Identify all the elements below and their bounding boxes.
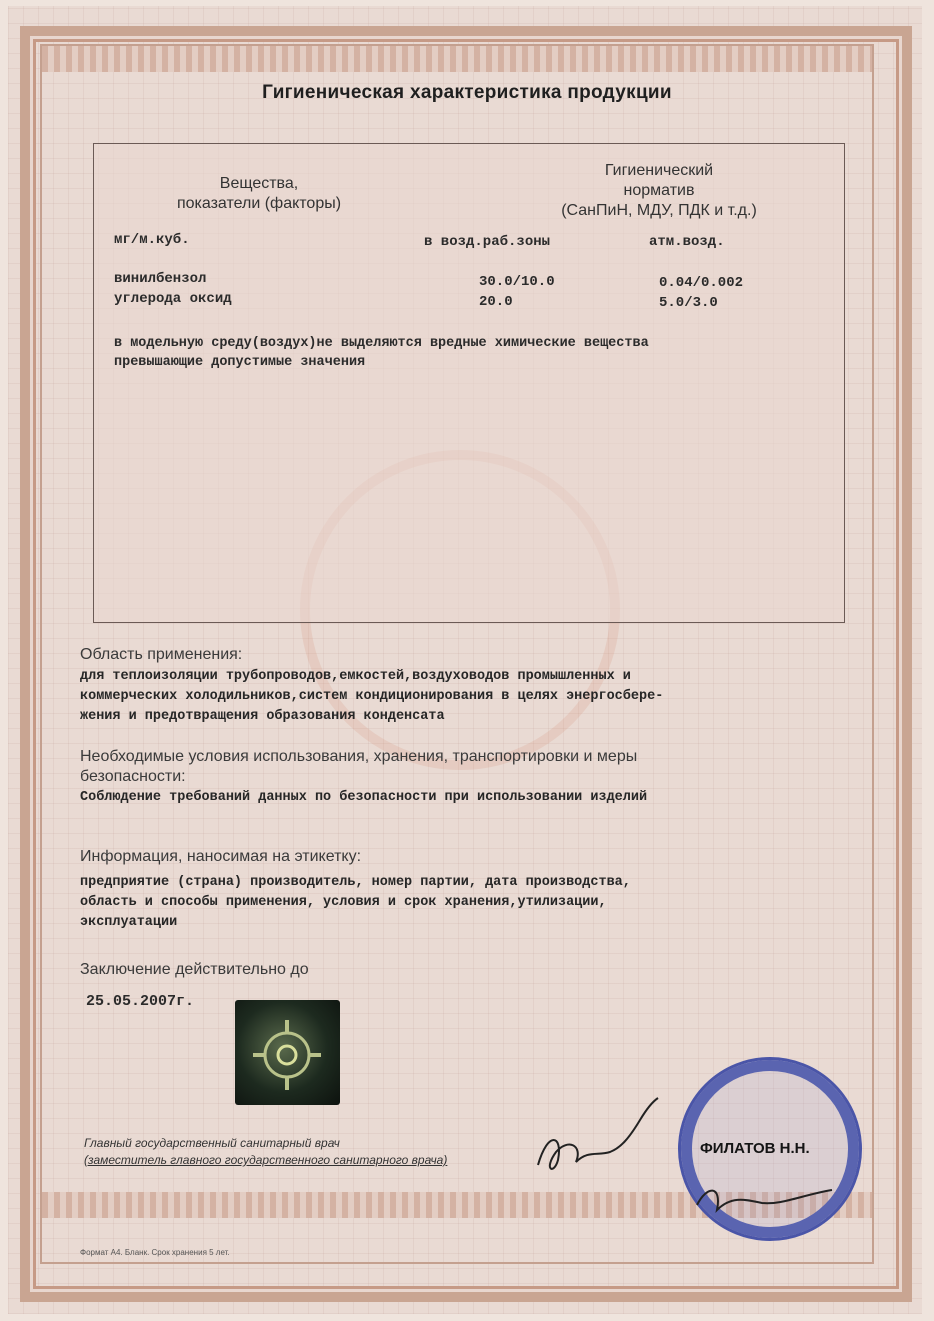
norm-header-line1: Гигиенический [604,162,714,179]
unit-label: мг/м.куб. [114,232,190,248]
label-info-line: предприятие (страна) производитель, номер партии, дата производства, [80,875,631,890]
norm-header [514,161,804,221]
row-substance-name: винилбензол [114,271,207,287]
table-note-line1: в модельную среду(воздух)не выделяются вредные химические вещества [114,336,649,351]
hologram-sticker [235,1000,340,1105]
work-zone-header: в возд.раб.зоны [424,234,551,250]
stamp-name: ФИЛАТОВ Н.Н. [700,1140,810,1157]
scope-text [80,667,663,727]
hygiene-table-box [93,143,845,623]
signatory-title-line2: (заместитель главного государственного санитарного врача) [84,1153,448,1167]
scope-line: жения и предотвращения образования конденсата [80,709,445,724]
label-info-label: Информация, наносимая на этикетку: [80,848,362,865]
form-footer: Формат А4. Бланк. Срок хранения 5 лет. [80,1248,230,1257]
table-note-line2: превышающие допустимые значения [114,355,366,370]
document-title: Гигиеническая характеристика продукции [262,82,672,103]
label-info-line: область и способы применения, условия и срок хранения,утилизации, [80,895,607,910]
row-work-value: 30.0/10.0 [479,274,555,290]
row-work-value: 20.0 [479,294,513,310]
substances-header-line2: показатели (факторы) [176,195,342,212]
norm-header-line3: (СанПиН, МДУ, ПДК и т.д.) [561,202,757,219]
scope-label: Область применения: [80,646,243,663]
stamp-signature [692,1175,842,1225]
validity-date: 25.05.2007г. [86,993,195,1010]
handwritten-signature [528,1090,668,1180]
label-info-line: эксплуатации [80,915,178,930]
scope-line: для теплоизоляции трубопроводов,емкостей,воздуховодов промышленных и [80,669,631,684]
scope-line: коммерческих холодильников,систем кондиционирования в целях энергосбере- [80,689,664,704]
atm-air-header: атм.возд. [649,234,725,250]
conditions-label-line2: безопасности: [80,768,186,785]
signatory-title [84,1135,447,1169]
conditions-label-line1: Необходимые условия использования, хранения, транспортировки и меры [80,748,638,765]
substances-header-line1: Вещества, [219,175,299,192]
conditions-text: Соблюдение требований данных по безопасности при использовании изделий [80,790,648,805]
label-info-text [80,873,631,933]
row-atm-value: 5.0/3.0 [659,295,718,311]
top-ornament-band [42,46,872,72]
row-substance-name: углерода оксид [114,291,232,307]
validity-label: Заключение действительно до [80,961,309,978]
conditions-label [80,747,637,787]
row-atm-value: 0.04/0.002 [659,275,744,291]
signatory-title-line1: Главный государственный санитарный врач [84,1136,340,1150]
substances-header [134,174,384,214]
hologram-emblem-icon [235,1000,340,1105]
norm-header-line2: норматив [623,182,695,199]
